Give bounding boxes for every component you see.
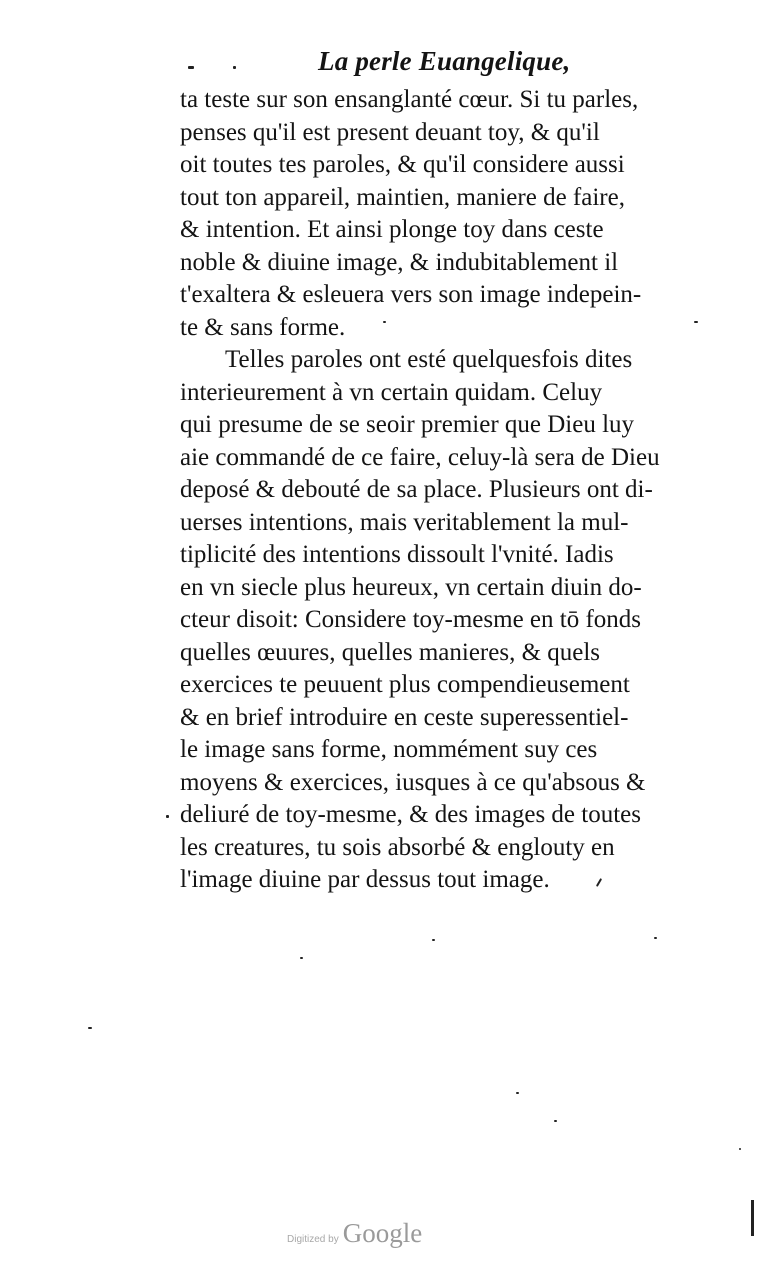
text-line: cteur disoit: Considere toy-mesme en tō fonds [180, 606, 642, 633]
text-line: exercices te peuuent plus compendieusement [180, 671, 630, 698]
scan-speck [233, 66, 236, 69]
scan-speck [596, 878, 602, 887]
running-head: La perle Euangelique, [318, 46, 571, 76]
text-line: quelles œuures, quelles manieres, & quels [180, 638, 601, 666]
text-line: & intention. Et ainsi plonge toy dans ceste [180, 216, 604, 243]
scan-speck [739, 1148, 741, 1150]
text-line: deliuré de toy-mesme, & des images de toutes [180, 801, 641, 828]
text-line: & en brief introduire en ceste superessentiel- [180, 703, 629, 731]
text-line: interieurement à vn certain quidam. Celuy [180, 378, 603, 406]
scan-speck [383, 321, 386, 323]
scan-speck [694, 321, 698, 323]
text-line: en vn siecle plus heureux, vn certain diuin do- [180, 573, 642, 601]
text-line: qui presume de se seoir premier que Dieu luy [180, 411, 635, 438]
text-line: tiplicité des intentions dissoult l'vnité. Iadis [180, 541, 614, 568]
text-line: deposé & debouté de sa place. Plusieurs ont di- [180, 476, 653, 503]
text-line: uerses intentions, mais veritablement la mul- [180, 508, 629, 536]
text-line: tout ton appareil, maintien, maniere de faire, [180, 183, 625, 211]
scan-speck [88, 1027, 92, 1029]
scan-speck [554, 1120, 557, 1122]
paragraph-first-line: Telles paroles ont esté quelquesfois dites [225, 346, 633, 373]
text-line: les creatures, tu sois absorbé & englouty en [180, 833, 615, 861]
digitized-footer [287, 1218, 422, 1249]
text-line: aie commandé de ce faire, celuy-là sera de Dieu [180, 443, 660, 471]
digitized-label: Digitized by [287, 1234, 339, 1245]
page-edge-mark [751, 1200, 754, 1236]
text-line: t'exaltera & esleuera vers son image indepein- [180, 281, 642, 308]
text-line: le image sans forme, nommément suy ces [180, 736, 598, 763]
scan-speck [300, 957, 303, 959]
text-line: te & sans forme. [180, 313, 346, 341]
text-line: l'image diuine par dessus tout image. [180, 866, 550, 893]
google-logo: Google [342, 1218, 423, 1248]
scan-speck [432, 939, 435, 941]
scan-speck [188, 66, 194, 69]
text-line: oit toutes tes paroles, & qu'il considere aussi [180, 151, 625, 178]
scan-speck [166, 815, 169, 818]
text-line: ta teste sur son ensanglanté cœur. Si tu parles, [180, 86, 639, 113]
text-line: moyens & exercices, iusques à ce qu'absous & [180, 768, 646, 796]
scan-speck [654, 937, 657, 939]
text-line: noble & diuine image, & indubitablement il [180, 248, 619, 276]
scan-speck [516, 1092, 519, 1094]
text-line: penses qu'il est present deuant toy, & qu'il [180, 118, 600, 146]
